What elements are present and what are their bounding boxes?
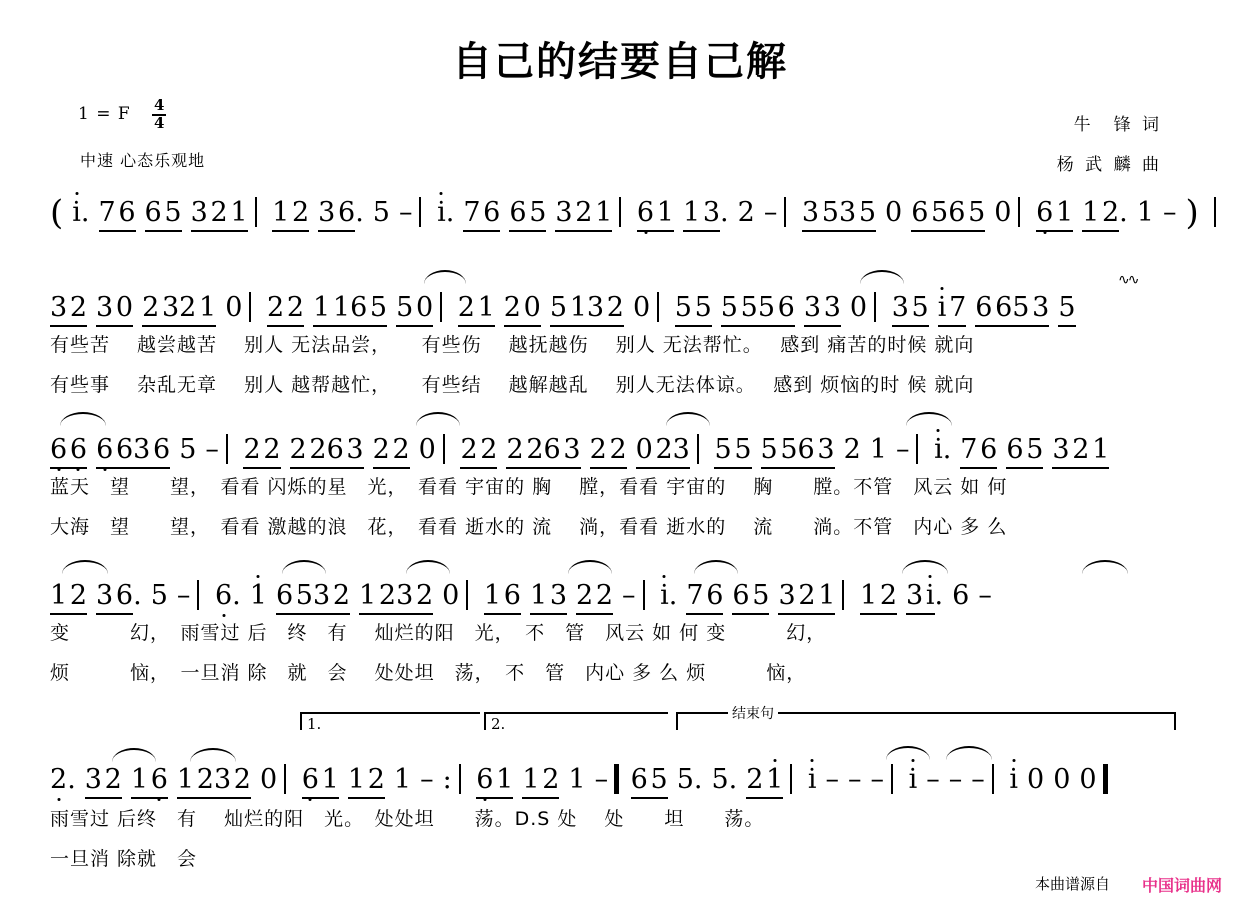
tempo-marking: 中速 心态乐观地 (80, 151, 206, 170)
system-1-notation: ( i. 7 6 6 5 3 2 1 1 2 3 6. 5 – i. 7 6 6 5 3 2 1 6 1 1 3. 2 – 3 53 5 0 6 56 5 0 6 1 1 2. 1 – ) (50, 196, 1200, 230)
system-3-lyric-verse-2: 大海 望 望， 看看 激越的浪 花， 看看 逝水的 流 淌，看看 逝水的 流 淌。不管 内心 多 么 (50, 516, 1008, 538)
time-signature (152, 98, 166, 132)
ending-label: 结束句 (728, 703, 778, 723)
footer-source-text: 本曲谱源自 (1034, 875, 1110, 893)
system-5-lyric-verse-2: 一旦消 除就 会 (50, 848, 198, 870)
tremolo-mark: ∿∿ (1118, 272, 1138, 288)
credit-composer: 杨 武 麟 曲 (1056, 155, 1162, 175)
slur (946, 746, 992, 760)
footer-site-name[interactable]: 中国词曲网 (1141, 876, 1222, 895)
system-2-lyric-verse-1: 有些苦 越尝越苦 别人 无法品尝， 有些伤 越抚越伤 别人 无法帮忙。 感到 痛苦的时候 就向 (50, 334, 975, 356)
time-signature-denominator: 4 (154, 113, 165, 132)
credit-lyricist: 牛 锋 词 (1073, 115, 1162, 135)
slur (60, 412, 106, 426)
system-4-lyric-verse-2: 烦 恼， 一旦消 除 就 会 处处坦 荡， 不 管 内心 多 么 烦 恼， (50, 662, 807, 684)
slur (190, 748, 236, 762)
system-4-lyric-verse-1: 变 幻， 雨雪过 后 终 有 灿烂的阳 光， 不 管 风云 如 何 变 幻， (50, 622, 827, 644)
slur (694, 560, 738, 574)
slur (1082, 560, 1128, 574)
system-5-notation: 2. 3 2 1 6 1 23 2 0 6 1 1 2 1 – : 6 1 1 2 1 – 6 5 5. 5. 2 1 i – – – i – – – i 0 0 0 (50, 764, 1200, 794)
system-3-lyric-verse-1: 蓝天 望 望， 看看 闪烁的星 光， 看看 宇宙的 胸 膛，看看 宇宙的 胸 膛。不管 风云 如 何 (50, 476, 1008, 498)
volta-label-1: 1. (307, 715, 322, 733)
slur (860, 270, 904, 284)
slur (424, 270, 466, 284)
slur (666, 412, 710, 426)
slur (406, 560, 450, 574)
slur (568, 560, 612, 574)
slur (886, 746, 930, 760)
key-signature: 1 = F (78, 104, 131, 124)
volta-label-2: 2. (491, 715, 506, 733)
slur (902, 560, 948, 574)
system-2-notation: 3 2 3 0 2 32 1 0 2 2 1 16 5 5 0 2 1 2 0 5 13 2 0 5 5 5 55 6 3 3 0 3 5 i 7 6 65 3 5 (50, 292, 1200, 322)
page-title: 自己的结要自己解 (452, 38, 788, 85)
system-4-notation: 1 2 3 6. 5 – 6. 1 6 53 2 1 23 2 0 1 6 1 3 2 2 – i. 7 6 6 5 3 2 1 1 2 3 i. 6 – (50, 580, 1200, 610)
slur (906, 412, 952, 426)
slur (62, 560, 108, 574)
slur (112, 748, 156, 762)
volta-bracket-1 (300, 712, 480, 733)
system-2-lyric-verse-2: 有些事 杂乱无章 别人 越帮越忙， 有些结 越解越乱 别人无法体谅。 感到 烦恼的时 候 就向 (50, 374, 975, 396)
slur (282, 560, 326, 574)
system-3-notation: 6 6 6 63 6 5 – 2 2 2 26 3 2 2 0 2 2 2 26 3 2 2 0 23 5 5 5 56 3 2 1 – i. 7 6 6 5 3 2 1 (50, 434, 1200, 464)
time-signature-numerator: 4 (154, 96, 165, 114)
system-5-lyric-verse-1: 雨雪过 后终 有 灿烂的阳 光。 处处坦 荡。D.S 处 处 坦 荡。 (50, 808, 765, 830)
slur (416, 412, 460, 426)
volta-bracket-2 (484, 712, 668, 733)
